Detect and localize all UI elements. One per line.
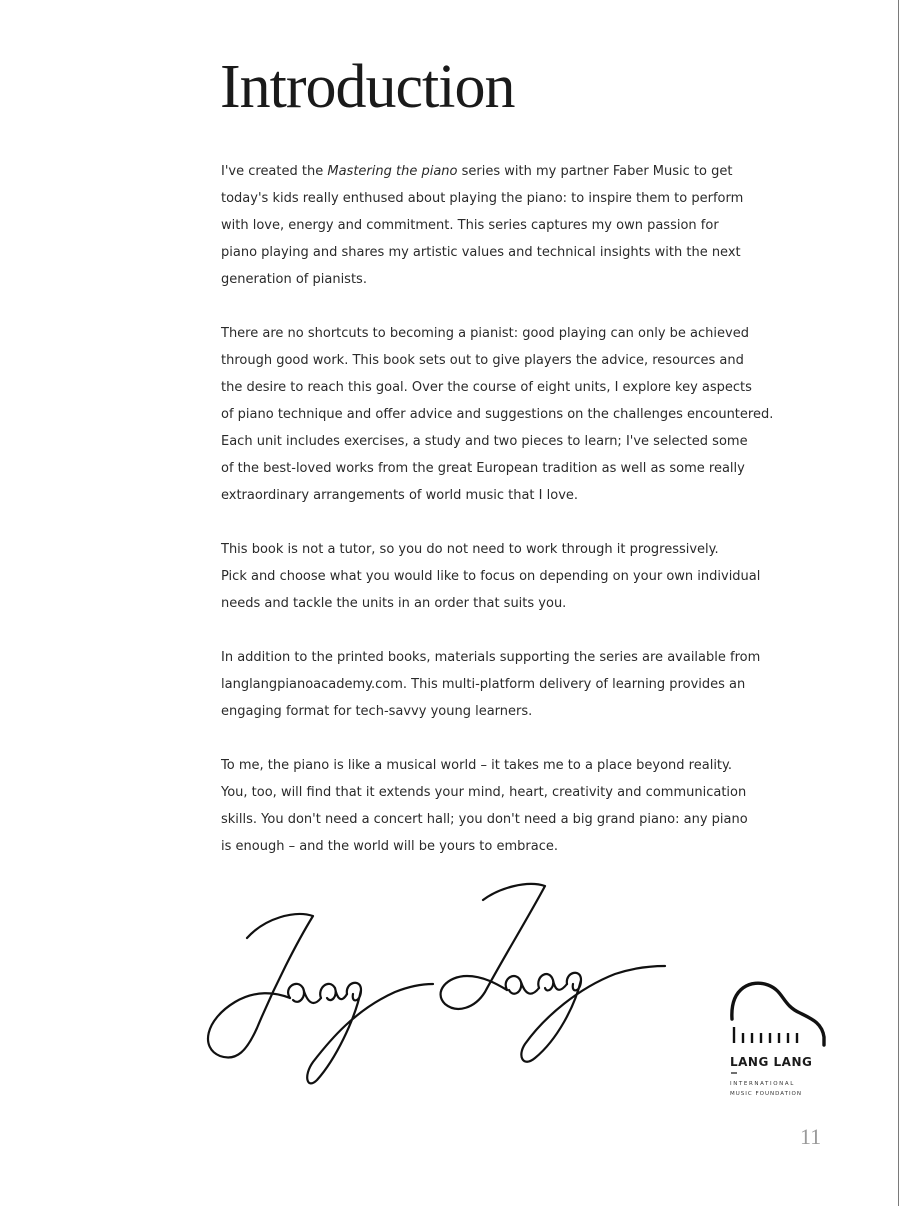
series-title-emphasis: Mastering the piano <box>327 164 458 179</box>
text-line: There are no shortcuts to becoming a pianist: good playing can only be achieved <box>221 326 749 341</box>
logo-subtitle-line2: MUSIC FOUNDATION <box>730 1091 803 1097</box>
signature-image <box>195 880 675 1090</box>
logo-wordmark: LANG LANG <box>730 1055 813 1069</box>
text-line: engaging format for tech-savvy young learners. <box>221 704 533 719</box>
text-line: Each unit includes exercises, a study and two pieces to learn; I've selected some <box>221 434 748 449</box>
text-line: skills. You don't need a concert hall; you don't need a big grand piano: any piano <box>221 812 748 827</box>
text-line: You, too, will find that it extends your mind, heart, creativity and communication <box>221 785 747 800</box>
text-line <box>221 158 831 185</box>
text-line: needs and tackle the units in an order that suits you. <box>221 596 567 611</box>
text-line: the desire to reach this goal. Over the course of eight units, I explore key aspects <box>221 380 752 395</box>
text-line: In addition to the printed books, materials supporting the series are available from <box>221 650 761 665</box>
text-line: today's kids really enthused about playing the piano: to inspire them to perform <box>221 191 744 206</box>
foundation-logo <box>722 975 832 1105</box>
paragraph <box>221 320 831 509</box>
logo-subtitle-line1: INTERNATIONAL <box>730 1081 795 1087</box>
text-line: through good work. This book sets out to give players the advice, resources and <box>221 353 744 368</box>
text-line: is enough – and the world will be yours to embrace. <box>221 839 558 854</box>
text-line: of piano technique and offer advice and suggestions on the challenges encountered. <box>221 407 774 422</box>
page-number: 11 <box>800 1124 822 1149</box>
paragraph <box>221 158 831 293</box>
introduction-body <box>221 158 831 887</box>
paragraph <box>221 536 831 617</box>
text-segment: series with my partner Faber Music to get <box>457 164 733 179</box>
text-line: To me, the piano is like a musical world – it takes me to a place beyond reality. <box>221 758 732 773</box>
paragraph <box>221 644 831 725</box>
page-title: Introduction <box>220 53 515 121</box>
text-line: of the best-loved works from the great European tradition as well as some really <box>221 461 745 476</box>
text-segment: I've created the <box>221 164 328 179</box>
text-line: langlangpianoacademy.com. This multi-platform delivery of learning provides an <box>221 677 746 692</box>
text-line: with love, energy and commitment. This series captures my own passion for <box>221 218 719 233</box>
text-line: piano playing and shares my artistic values and technical insights with the next <box>221 245 741 260</box>
text-line: Pick and choose what you would like to focus on depending on your own individual <box>221 569 761 584</box>
text-line: This book is not a tutor, so you do not need to work through it progressively. <box>221 542 719 557</box>
paragraph <box>221 752 831 860</box>
text-line: extraordinary arrangements of world music that I love. <box>221 488 579 503</box>
text-line: generation of pianists. <box>221 272 367 287</box>
